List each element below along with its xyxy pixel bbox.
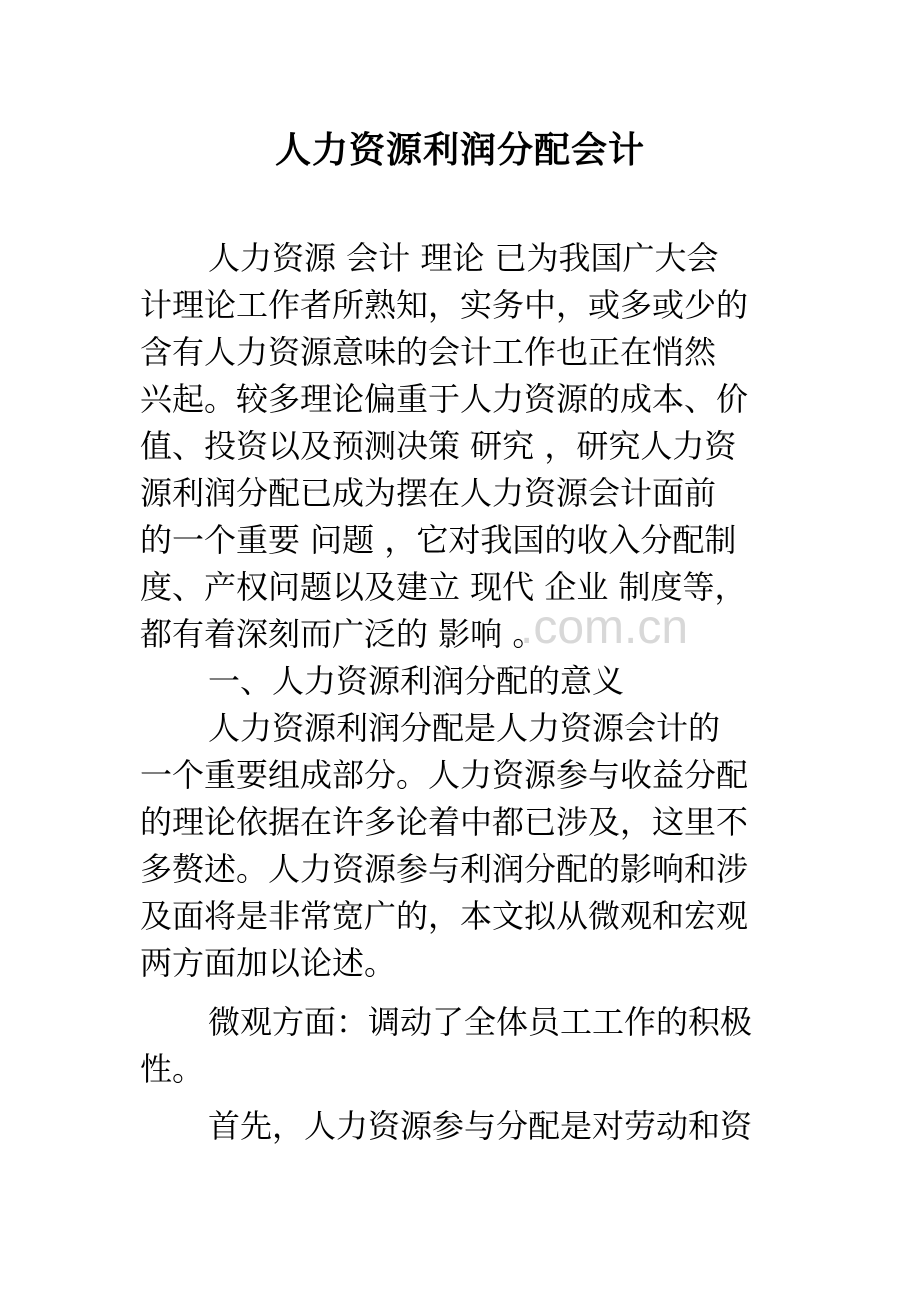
body-line: 两方面加以论述。 bbox=[140, 944, 397, 982]
body-line: 计理论工作者所熟知，实务中，或多或少的 bbox=[140, 286, 749, 324]
body-line: 值、投资以及预测决策 研究 ，研究人力资 bbox=[140, 427, 737, 465]
body-line: 的理论依据在许多论着中都已涉及，这里不 bbox=[140, 803, 749, 841]
body-line: 微观方面：调动了全体员工工作的积极 bbox=[208, 1003, 753, 1041]
body-line: 一个重要组成部分。人力资源参与收益分配 bbox=[140, 756, 749, 794]
body-line: 兴起。较多理论偏重于人力资源的成本、价 bbox=[140, 380, 749, 418]
body-line: 首先，人力资源参与分配是对劳动和资 bbox=[208, 1107, 753, 1145]
body-line: 及面将是非常宽广的，本文拟从微观和宏观 bbox=[140, 897, 749, 935]
body-line: 人力资源利润分配是人力资源会计的 bbox=[208, 709, 721, 747]
body-line: 都有着深刻而广泛的 影响 。 bbox=[140, 615, 545, 653]
section-heading: 一、人力资源利润分配的意义 bbox=[208, 662, 625, 700]
body-line: 人力资源 会计 理论 已为我国广大会 bbox=[208, 239, 719, 277]
watermark-text: .com.cn bbox=[520, 601, 689, 654]
body-line: 性。 bbox=[140, 1050, 205, 1088]
body-line: 多赘述。人力资源参与利润分配的影响和涉 bbox=[140, 850, 749, 888]
body-line: 含有人力资源意味的会计工作也正在悄然 bbox=[140, 333, 717, 371]
body-line: 的一个重要 问题 ，它对我国的收入分配制 bbox=[140, 521, 737, 559]
body-line: 度、产权问题以及建立 现代 企业 制度等， bbox=[140, 568, 747, 606]
body-line: 源利润分配已成为摆在人力资源会计面前 bbox=[140, 474, 717, 512]
document-title: 人力资源利润分配会计 bbox=[274, 129, 645, 171]
